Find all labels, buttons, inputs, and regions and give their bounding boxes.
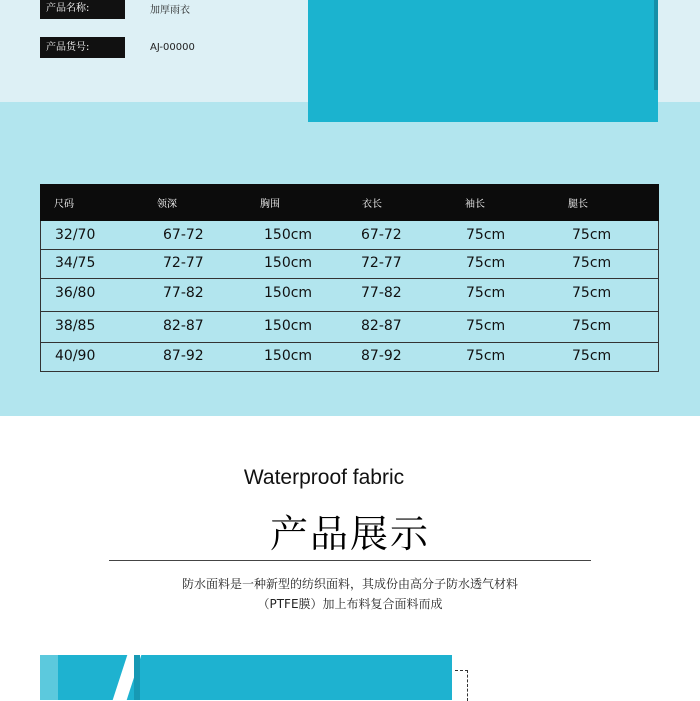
- table-row: [41, 279, 658, 312]
- product-code-row: [40, 37, 195, 58]
- cell-neck-depth: 82-87: [163, 318, 204, 334]
- cell-sleeve: 75cm: [466, 227, 506, 243]
- showcase-title: 产品展示: [269, 512, 430, 556]
- cell-leg: 75cm: [572, 227, 612, 243]
- table-row: [41, 312, 658, 343]
- cell-sleeve: 75cm: [466, 285, 506, 301]
- product-name-label: 产品名称:: [40, 0, 125, 19]
- product-code-label: 产品货号:: [40, 37, 125, 58]
- cell-chest: 150cm: [264, 227, 313, 243]
- cell-neck-depth: 72-77: [163, 255, 204, 271]
- cell-size: 32/70: [55, 227, 96, 243]
- fabric-swatch-shadow: [654, 0, 658, 90]
- cell-chest: 150cm: [264, 285, 313, 301]
- cell-leg: 75cm: [572, 318, 612, 334]
- cell-size: 40/90: [55, 348, 96, 364]
- header-size: 尺码: [54, 199, 74, 210]
- product-name-row: [40, 0, 190, 19]
- header-sleeve: 袖长: [465, 199, 485, 210]
- cell-size: 34/75: [55, 255, 96, 271]
- cell-length: 77-82: [361, 285, 402, 301]
- table-body: [40, 221, 659, 372]
- header-neck-depth: 领深: [157, 199, 177, 210]
- cell-size: 38/85: [55, 318, 96, 334]
- fabric-swatch-image: [308, 0, 658, 122]
- table-header: [40, 184, 659, 221]
- size-table: [40, 184, 659, 372]
- cell-leg: 75cm: [572, 255, 612, 271]
- cell-neck-depth: 77-82: [163, 285, 204, 301]
- cell-chest: 150cm: [264, 348, 313, 364]
- cell-chest: 150cm: [264, 255, 313, 271]
- cell-sleeve: 75cm: [466, 318, 506, 334]
- fabric-fold-edge: [134, 655, 140, 700]
- product-code-value: AJ-00000: [150, 42, 195, 53]
- fabric-highlight: [40, 655, 58, 700]
- cell-size: 36/80: [55, 285, 96, 301]
- header-length: 衣长: [362, 199, 382, 210]
- dashed-guide-marker: [455, 670, 468, 701]
- table-row: [41, 343, 658, 371]
- cell-chest: 150cm: [264, 318, 313, 334]
- table-row: [41, 221, 658, 250]
- showcase-subtitle: Waterproof fabric: [243, 466, 405, 489]
- header-chest: 胸围: [260, 199, 280, 210]
- product-name-value: 加厚雨衣: [150, 5, 190, 16]
- fabric-showcase-image: [40, 655, 452, 700]
- table-row: [41, 250, 658, 279]
- cell-sleeve: 75cm: [466, 348, 506, 364]
- cell-length: 87-92: [361, 348, 402, 364]
- cell-neck-depth: 67-72: [163, 227, 204, 243]
- description-line-1: 防水面料是一种新型的纺织面料，其成份由高分子防水透气材料: [181, 577, 518, 591]
- cell-length: 67-72: [361, 227, 402, 243]
- title-divider: [109, 560, 591, 561]
- description-line-2: （PTFE膜）加上布料复合面料而成: [257, 597, 443, 611]
- cell-neck-depth: 87-92: [163, 348, 204, 364]
- cell-leg: 75cm: [572, 285, 612, 301]
- header-leg: 腿长: [568, 199, 588, 210]
- cell-sleeve: 75cm: [466, 255, 506, 271]
- cell-length: 82-87: [361, 318, 402, 334]
- cell-leg: 75cm: [572, 348, 612, 364]
- cell-length: 72-77: [361, 255, 402, 271]
